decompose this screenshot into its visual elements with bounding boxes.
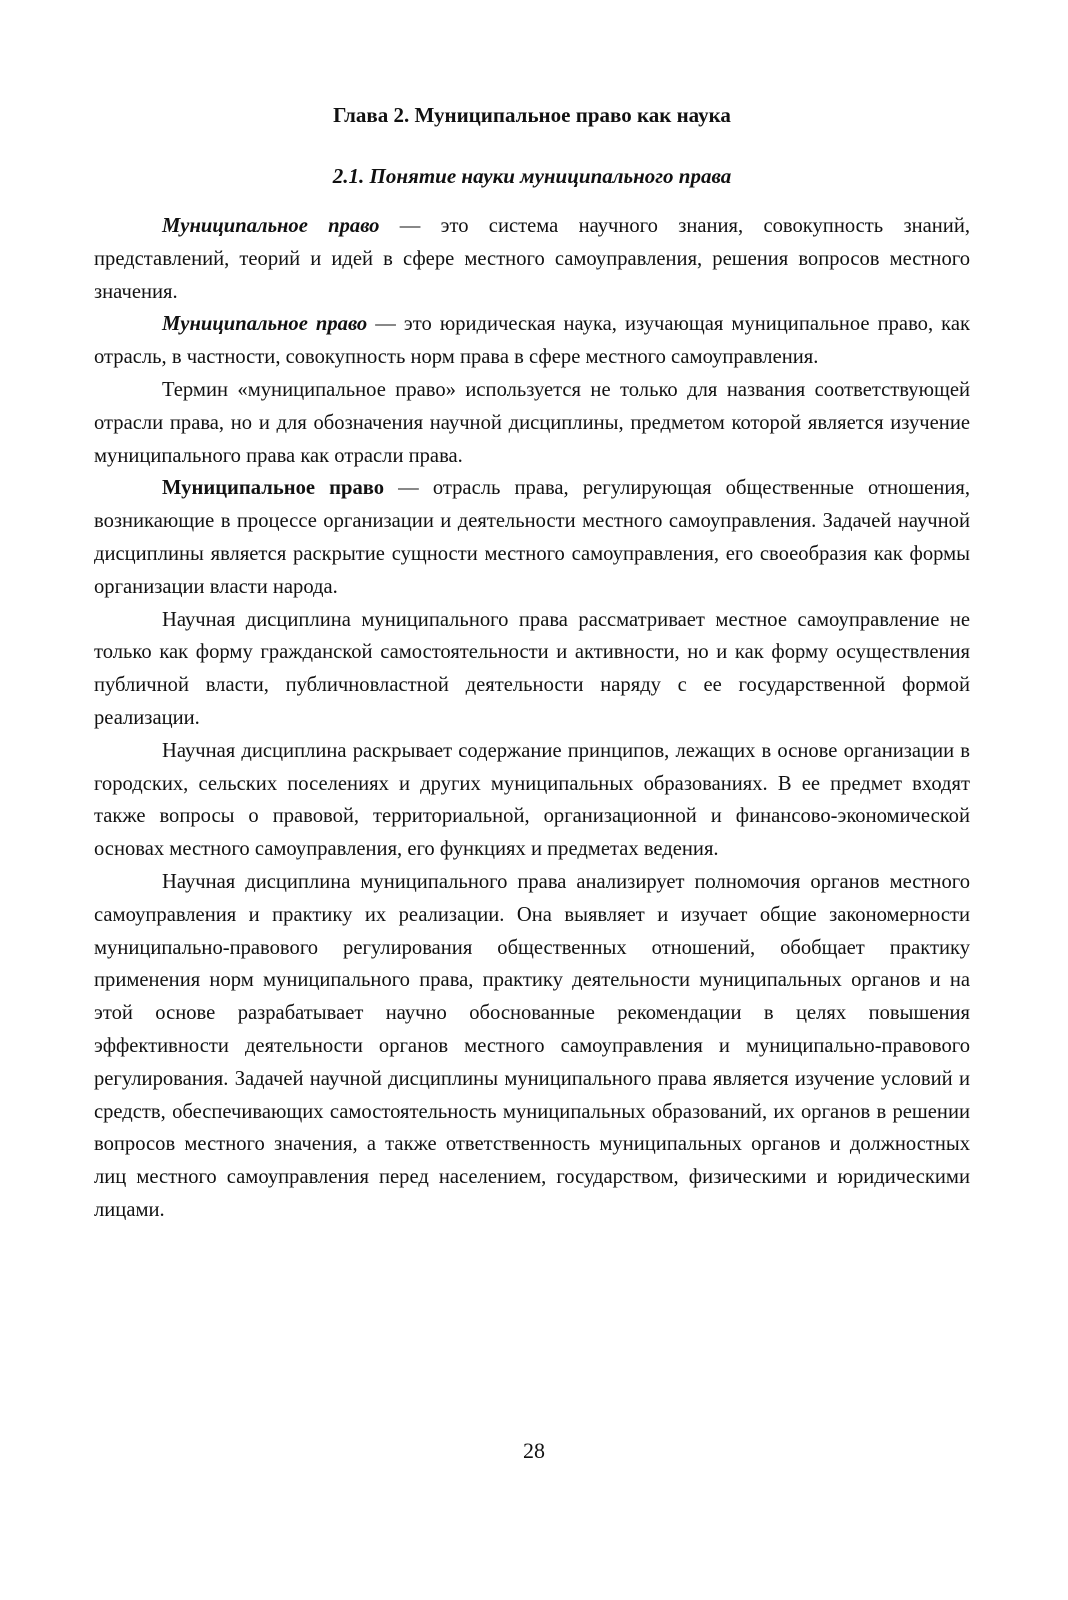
term-municipal-law: Муниципальное право [162, 313, 368, 336]
paragraph-5 [94, 604, 970, 735]
paragraph-1-text: — это система научного знания, совокупность знаний, представлений, теорий и идей в сфере местного самоуправления, решения вопросов местного значения. [94, 215, 970, 303]
document-page [94, 100, 970, 1227]
paragraph-4 [94, 472, 970, 603]
paragraph-7 [94, 866, 970, 1227]
paragraph-6-text: Научная дисциплина раскрывает содержание принципов, лежащих в основе организации в городских, сельских поселениях и других муниципальных образованиях. В ее предмет входят также вопросы о правовой, территориальной, организационной и финансово-экономической основах местного самоуправления, его функциях и предметах ведения. [94, 739, 970, 861]
term-municipal-law: Муниципальное право [162, 477, 385, 500]
paragraph-2 [94, 308, 970, 374]
chapter-title: Глава 2. Муниципальное право как наука [333, 103, 731, 127]
paragraph-5-text: Научная дисциплина муниципального права рассматривает местное самоуправление не только как форму гражданской самостоятельности и активности, но и как форму осуществления публичной власти, публичновластной деятельности наряду с ее государственной формой реализации. [94, 608, 970, 729]
paragraph-4-text: — отрасль права, регулирующая общественные отношения, возникающие в процессе организации и деятельности местного самоуправления. Задачей научной дисциплины является раскрытие сущности местного самоуправления, его своеобразия как формы организации власти народа. [94, 477, 970, 598]
term-municipal-law: Муниципальное право [162, 215, 380, 237]
paragraph-2-text: — это юридическая наука, изучающая муниципальное право, как отрасль, в частности, совокупность норм права в сфере местного самоуправления. [94, 313, 970, 369]
paragraph-6 [94, 735, 970, 866]
page-number: 28 [523, 1438, 545, 1463]
paragraph-1 [94, 210, 970, 308]
paragraph-3-text: Термин «муниципальное право» используется не только для названия соответствующей отрасли права, но и для обозначения научной дисциплины, предметом которой является изучение муниципального права как отрасли права. [94, 378, 970, 467]
paragraph-7-text: Научная дисциплина муниципального права анализирует полномочия органов местного самоуправления и практику их реализации. Она выявляет и изучает общие закономерности муниципально-правового регулирования общественных отношений, обобщает практику применения норм муниципального права, практику деятельности муниципальных органов и на этой основе разрабатывает научно обоснованные рекомендации в целях повышения эффективности деятельности органов местного самоуправления и муниципально-правового регулирования. Задачей научной дисциплины муниципального права является изучение условий и средств, обеспечивающих самостоятельность муниципальных образований, их органов в решении вопросов местного значения, а также ответственность муниципальных органов и должностных лиц местного самоуправления перед населением, государством, физическими и юридическими лицами. [94, 870, 970, 1221]
paragraph-3 [94, 374, 970, 472]
section-title: 2.1. Понятие науки муниципального права [332, 164, 732, 188]
